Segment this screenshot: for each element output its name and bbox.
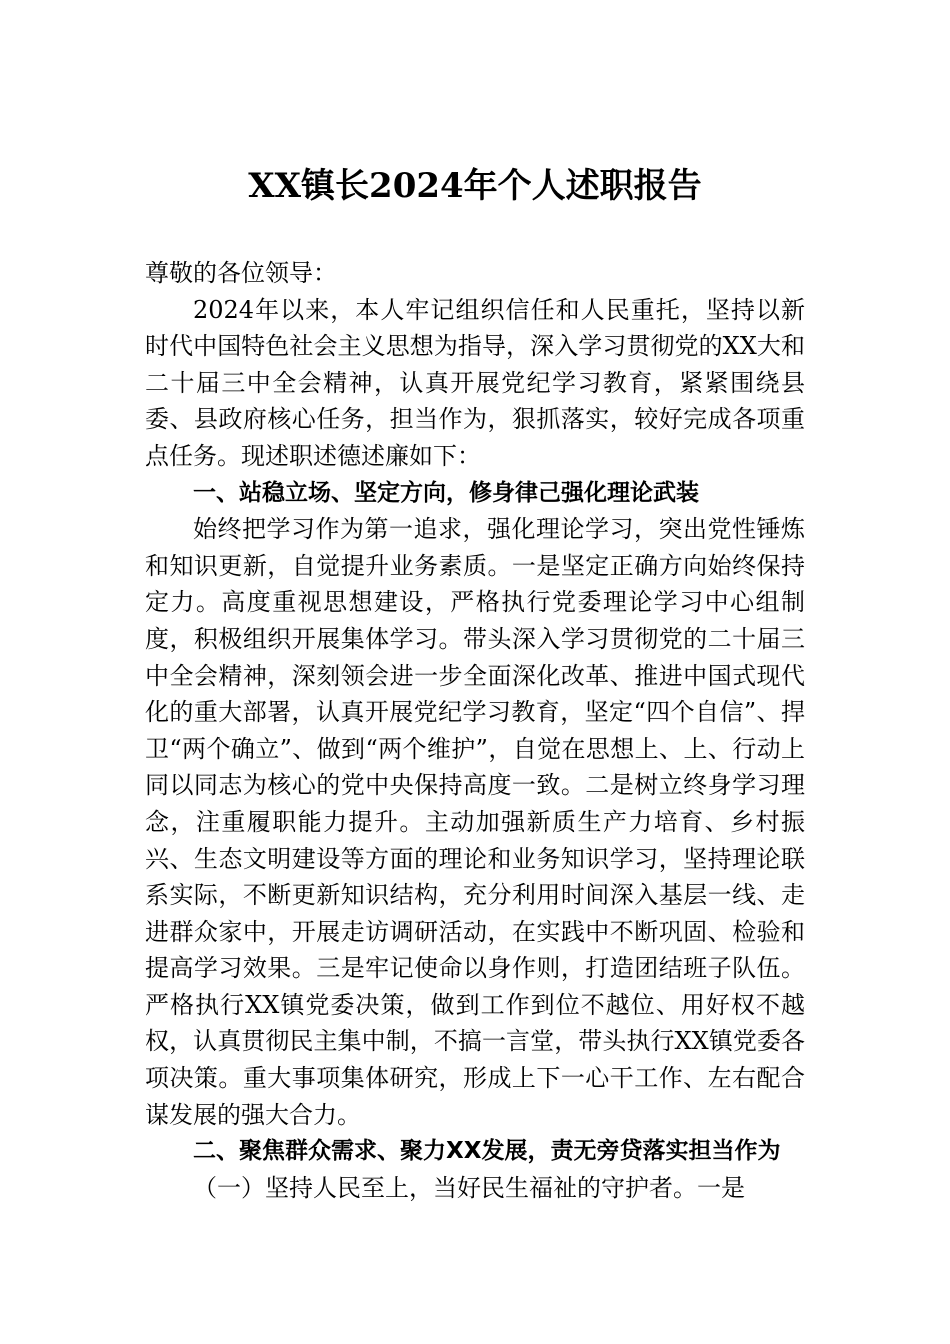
document-body: [145, 255, 805, 1206]
section-1-heading: 一、站稳立场、坚定方向，修身律己强化理论武装: [193, 479, 699, 506]
section-2-heading: 二、聚焦群众需求、聚力XX发展，责无旁贷落实担当作为: [193, 1138, 781, 1165]
salutation: 尊敬的各位领导：: [145, 259, 337, 287]
document-title: XX镇长2024年个人述职报告: [248, 166, 702, 206]
intro-paragraph: 2024年以来，本人牢记组织信任和人民重托，坚持以新时代中国特色社会主义思想为指导，深入学习贯彻党的XX大和二十届三中全会精神，认真开展党纪学习教育，紧紧围绕县委、县政府核心任务，担当作为，狠抓落实，较好完成各项重点任务。现述职述德述廉如下：: [145, 295, 805, 470]
section-2-subsection-1: （一）坚持人民至上，当好民生福祉的守护者。一是: [193, 1173, 745, 1202]
section-1-paragraph: 始终把学习作为第一追求，强化理论学习，突出党性锤炼和知识更新，自觉提升业务素质。一是坚定正确方向始终保持定力。高度重视思想建设，严格执行党委理论学习中心组制度，积极组织开展集体学习。带头深入学习贯彻党的二十届三中全会精神，深刻领会进一步全面深化改革、推进中国式现代化的重大部署，认真开展党纪学习教育，坚定“四个自信”、捍卫“两个确立”、做到“两个维护”，自觉在思想上、上、行动上同以同志为核心的党中央保持高度一致。二是树立终身学习理念，注重履职能力提升。主动加强新质生产力培育、乡村振兴、生态文明建设等方面的理论和业务知识学习，坚持理论联系实际，不断更新知识结构，充分利用时间深入基层一线、走进群众家中，开展走访调研活动，在实践中不断巩固、检验和提高学习效果。三是牢记使命以身作则，打造团结班子队伍。严格执行XX镇党委决策，做到工作到位不越位、用好权不越权，认真贯彻民主集中制，不搞一言堂，带头执行XX镇党委各项决策。重大事项集体研究，形成上下一心干工作、左右配合谋发展的强大合力。: [145, 515, 805, 1129]
